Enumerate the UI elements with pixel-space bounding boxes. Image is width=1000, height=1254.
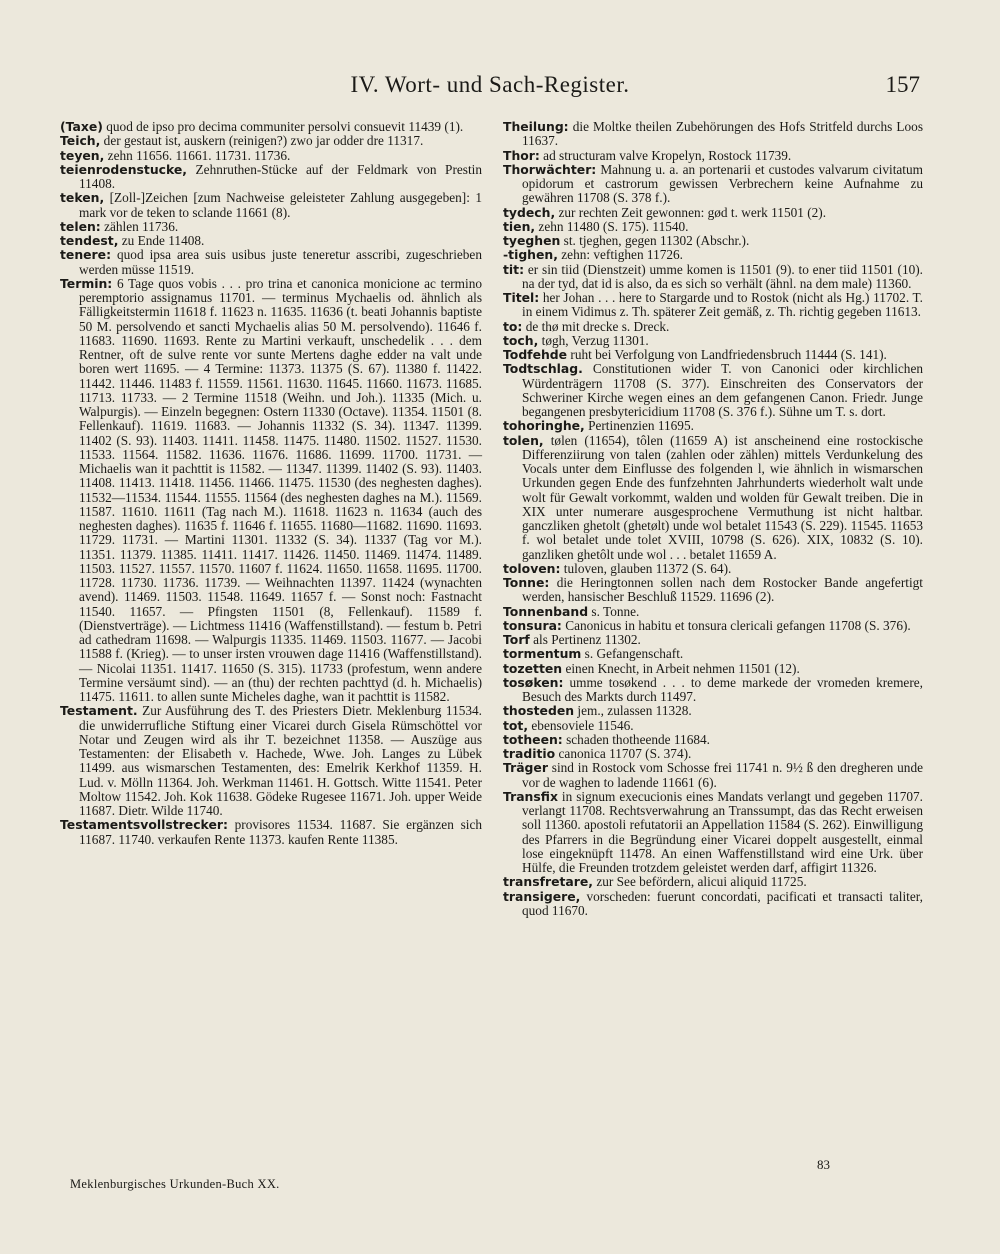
- headword: tozetten: [503, 660, 563, 676]
- entry-text: tøgh, Verzug 11301.: [538, 332, 649, 348]
- index-entry: [503, 761, 923, 790]
- entry-text: zur See befördern, alicui aliquid 11725.: [593, 874, 807, 890]
- index-entry: [503, 434, 923, 562]
- index-entry: [503, 220, 923, 234]
- headword: Träger: [503, 760, 548, 776]
- headword: tyeghen: [503, 233, 561, 248]
- index-entry: [503, 605, 923, 619]
- headword: totheen:: [503, 731, 563, 747]
- index-entry: [60, 234, 482, 248]
- headword: tydech,: [503, 204, 556, 220]
- index-entry: [503, 875, 923, 889]
- entry-text: tuloven, glauben 11372 (S. 64).: [560, 560, 732, 576]
- entry-text: ad structuram valve Kropelyn, Rostock 11739.: [539, 147, 792, 163]
- index-entry: [503, 719, 923, 733]
- entry-text: zehn 11656. 11661. 11731. 11736.: [104, 147, 291, 163]
- entry-text: her Johan . . . here to Stargarde und to Rostok (nicht als Hg.) 11702. T. in einem Vidimus z. Th. späterer Zeit gemäß, z. Th. richtig gegeben 11613.: [522, 290, 923, 320]
- entry-text: sind in Rostock vom Schosse frei 11741 n. 9½ ß den dregheren unde vor de waghen to ladende 11661 (6).: [522, 760, 923, 790]
- entry-text: canonica 11707 (S. 374).: [555, 746, 692, 761]
- headword: Tonnenband: [503, 603, 589, 619]
- index-entry: [503, 790, 923, 876]
- right-column: [503, 120, 923, 918]
- entry-text: st. tjeghen, gegen 11302 (Abschr.).: [560, 233, 750, 248]
- headword: Testamentsvollstrecker:: [60, 817, 228, 833]
- index-entry: [503, 149, 923, 163]
- headword: Todfehde: [503, 347, 568, 362]
- entry-text: zehn: veftighen 11726.: [557, 247, 683, 263]
- entry-text: zählen 11736.: [100, 218, 179, 234]
- entry-text: s. Gefangenschaft.: [581, 646, 684, 662]
- entry-text: Mahnung u. a. an portenarii et custodes valvarum civitatum opidorum et castrorum gewissen Verbrechern keine Aufnahme zu gewähren 11708 (S. 378 f.).: [522, 161, 923, 206]
- headword: Testament.: [60, 703, 138, 719]
- entry-text: die Moltke theilen Zubehörungen des Hofs Stritfeld durchs Loos 11637.: [522, 119, 923, 149]
- index-entry: [503, 163, 923, 206]
- index-entry: [503, 704, 923, 718]
- index-entry: [60, 220, 482, 234]
- entry-text: die Heringtonnen sollen nach dem Rostocker Bande angefertigt werden, hansischer Beschluß 11529. 11696 (2).: [522, 575, 923, 605]
- section-title: IV. Wort- und Sach-Register.: [350, 72, 630, 97]
- index-entry: [503, 248, 923, 262]
- index-entry: [503, 562, 923, 576]
- headword: Torf: [503, 632, 530, 647]
- index-entry: [60, 191, 482, 220]
- entry-text: Zur Ausführung des T. des Priesters Dietr. Meklenburg 11534. die unwiderrufliche Stiftung einer Vicarei durch Gisela Rümschöttel vor Notar und Zeugen wird als ihr T. bezeichnet 11358. — Auszüge aus Testamenten: der Elisabeth v. Hachede, Wwe. Joh. Langes zu Lübek 11499. aus wismarschen Testamenten, des: Emelrik Kerkhof 11359. H. Lud. v. Mölln 11364. Joh. Werkman 11461. H. Gottsch. Witte 11541. Peter Moltow 11542. Joh. Kok 11638. Gödeke Rugesee 11671. Joh. upper Weide 11687. Dietr. Wilde 11740.: [79, 703, 482, 818]
- index-entry: [503, 647, 923, 661]
- index-entry: [503, 676, 923, 705]
- entry-text: provisores 11534. 11687. Sie ergänzen sich 11687. 11740. verkaufen Rente 11373. kaufen Rente 11385.: [79, 817, 482, 847]
- headword: teyen,: [60, 147, 105, 163]
- headword: toloven:: [503, 560, 561, 576]
- entry-text: einen Knecht, in Arbeit nehmen 11501 (12).: [562, 660, 800, 676]
- index-entry: [503, 619, 923, 633]
- index-entry: [503, 633, 923, 647]
- index-entry: [503, 419, 923, 433]
- entry-text: Pertinenzien 11695.: [584, 418, 694, 434]
- headword: Transfix: [503, 788, 558, 804]
- headword: Termin:: [60, 275, 113, 291]
- headword: -tighen,: [503, 247, 558, 263]
- headword: tendest,: [60, 233, 119, 248]
- headword: tenere:: [60, 247, 112, 263]
- index-entry: [503, 120, 923, 149]
- signature-mark: 83: [817, 1157, 830, 1172]
- headword: Thor:: [503, 147, 540, 163]
- left-column: [60, 120, 482, 847]
- headword: tolen,: [503, 432, 544, 448]
- index-entry: [503, 320, 923, 334]
- footer-book-title: Meklenburgisches Urkunden-Buch XX.: [70, 1177, 280, 1191]
- headword: telen:: [60, 218, 101, 234]
- entry-text: schaden thotheende 11684.: [562, 731, 710, 747]
- index-entry: [503, 334, 923, 348]
- headword: traditio: [503, 746, 556, 761]
- entry-text: 6 Tage quos vobis . . . pro trina et canonica monicione ac termino peremptorio assignamus 11701. — terminus Mychaelis od. ähnlich als Fälligkeitstermin 11618 f. 11623 n. 11635. 11636 (t. beati Johannis baptiste 50 M. persolvendo et sancti Mychaelis alias 50 M. persolvendo). 11646 f. 11683. 11690. 11693. Rente zu Martini verkauft, unschedelik . . . dem Rentner, oft de sulve rente vor sunte Mertens daghe edder na valt unde boren wert 11695. — 4 Termine: 11373. 11375 (S. 67). 11380 f. 11422. 11442. 11446. 11483 f. 11559. 11561. 11630. 11645. 11660. 11673. 11685. 11713. 11733. — 2 Termine 11518 (Weihn. und Joh.). 11335 (Mich. u. Walpurgis). — Einzeln begegnen: Ostern 11330 (Octave). 11354. 11501 (8. Fellenkauf). 11619. 11683. — Johannis 11332 (S. 34). 11347. 11399. 11402 (S. 93). 11403. 11411. 11458. 11475. 11480. 11502. 11527. 11530. 11533. 11564. 11582. 11636. 11676. 11686. 11699. 11700. 11731. — Michaelis wan it pachttit is 11582. — 11347. 11399. 11402 (S. 93). 11403. 11408. 11413. 11418. 11456. 11466. 11475. 11530 (des neghesten daghes). 11532—11534. 11544. 11555. 11564 (des neghesten daghes na M.). 11569. 11587. 11610. 11611 (Tag nach M.). 11618. 11623 n. 11634 (auch des neghesten daghes). 11635 f. 11646 f. 11655. 11680—11682. 11690. 11693. 11729. 11731. — Martini 11301. 11332 (S. 34). 11337 (Tag vor M.). 11351. 11379. 11385. 11411. 11417. 11426. 11450. 11469. 11474. 11489. 11503. 11527. 11557. 11570. 11607 f. 11624. 11650. 11658. 11695. 11700. 11728. 11730. 11736. 11739. — Weihnachten 11397. 11424 (wynachten avend). 11469. 11503. 11548. 11649. 11657 f. — Sonst noch: Fastnacht 11540. 11657. — Pfingsten 11501 (8, Fellenkauf). 11589 f. (Dienstverträge). — Lichtmess 11416 (Waffenstillstand). — festum b. Petri ad cathedram 11698. — Walpurgis 11335. 11469. 11503. 11677. — Jacobi 11588 f. (Krieg). — to unser irsten vrouwen dage 11416 (Waffenstillstand). — Nicolai 11351. 11417. 11650 (S. 315). 11733 (profestum, wenn andere Termine versäumt sind). — an (thu) der rechten pachttyd (d. h. Michaelis) 11475. 11611. to allen sunte Micheles daghe, wan it pachttit is 11582.: [79, 275, 482, 704]
- entry-text: umme tosøkend . . . to deme markede der vromeden kremere, Besuch des Markts durch 11497.: [522, 674, 923, 704]
- entry-text: vorscheden: fuerunt concordati, pacificati et transacti taliter, quod 11670.: [522, 888, 923, 918]
- headword: tit:: [503, 261, 525, 277]
- index-entry: [60, 704, 482, 818]
- entry-text: quod ipsa area suis usibus juste teneretur asscribi, zugeschrieben werden müsse 11519.: [79, 247, 482, 277]
- headword: tosøken:: [503, 674, 564, 690]
- entry-text: Zehnruthen-Stücke auf der Feldmark von Prestin 11408.: [79, 161, 482, 191]
- page-number: 157: [885, 72, 920, 97]
- headword: Theilung:: [503, 119, 569, 134]
- entry-text: in signum execucionis eines Mandats verlangt und gegeben 11707. verlangt 11708. Rechtsverwahrung an Transsumpt, das das Recht erweisen soll 11360. apostoli refutatorii an Appellation 11584 (S. 262). Einwilligung des Pfarrers in die Begründung einer Vicarei doppelt ausgestellt, einmal lose eingeknüpft 11478. An einen Waffenstillstand wird eine Urk. über Hülfe, die Freunden trotzdem geleistet werden darf, affigirt 11326.: [522, 788, 923, 875]
- entry-text: [Zoll-]Zeichen [zum Nachweise geleisteter Zahlung ausgegeben]: 1 mark vor de teken to sclande 11661 (8).: [79, 190, 482, 220]
- index-entry: [60, 818, 482, 847]
- index-entry: [60, 248, 482, 277]
- headword: teken,: [60, 190, 105, 206]
- index-entry: [503, 206, 923, 220]
- entry-text: zur rechten Zeit gewonnen: gød t. werk 11501 (2).: [555, 204, 827, 220]
- entry-text: er sin tiid (Dienstzeit) umme komen is 11501 (9). to ener tiid 11501 (10). na der tyd, dat id is also, da es sich so verhält (ähnl. na dem male) 11360.: [522, 261, 923, 291]
- index-entry: [60, 277, 482, 705]
- entry-text: tølen (11654), tôlen (11659 A) ist anscheinend eine rostockische Differenziirung von talen (zahlen oder zählen) mittels Verdunkelung des Vocals unter dem Einflusse des folgenden l, wie ähnlich in wismarschen Urkunden gegen Ende des funfzehnten Jahrhunderts wiederholt walt unde wolt für Gewalt vorkommt, walden und wolden für Gewalt treiben. Die in XIX unter numerare ausgesprochene Vermuthung ist nicht haltbar. ganczliken ghetolt (ghetølt) unde wol betalet 11543 (S. 229). 11545. 11653 f. wol betalet unde tolet XVIII, 10798 (S. 626). XIX, 10832 (S. 10). ganzliken ghetôlt unde wol . . . betalet 11659 A.: [522, 432, 923, 562]
- headword: transigere,: [503, 888, 581, 904]
- entry-text: jem., zulassen 11328.: [574, 703, 692, 719]
- entry-text: Canonicus in habitu et tonsura clericali gefangen 11708 (S. 376).: [561, 617, 911, 633]
- index-entry: [503, 362, 923, 419]
- index-entry: [503, 662, 923, 676]
- headword: Todtschlag.: [503, 361, 583, 377]
- entry-text: Constitutionen wider T. von Canonici oder kirchlichen Würdenträgern 11708 (S. 377). Einschreiten des Conservators der Schweriner Kirche wegen eines an dem gefangenen Canon. Friedr. Junge begangenen presbytericidium 11708 (S. 376 f.). Sühne um T. s. dort.: [522, 361, 923, 419]
- headword: Titel:: [503, 290, 540, 305]
- entry-text: quod de ipso pro decima communiter persolvi consuevit 11439 (1).: [102, 119, 464, 134]
- index-entry: [60, 134, 482, 148]
- index-entry: [503, 733, 923, 747]
- entry-text: ebensoviele 11546.: [528, 717, 634, 733]
- headword: tien,: [503, 218, 536, 234]
- headword: Tonne:: [503, 575, 550, 590]
- entry-text: ruht bei Verfolgung von Landfriedensbruch 11444 (S. 141).: [567, 347, 887, 362]
- entry-text: zehn 11480 (S. 175). 11540.: [535, 218, 689, 234]
- entry-text: s. Tonne.: [588, 603, 640, 619]
- headword: tonsura:: [503, 617, 562, 633]
- index-entry: [60, 163, 482, 192]
- headword: Thorwächter:: [503, 161, 597, 177]
- index-entry: [503, 890, 923, 919]
- headword: transfretare,: [503, 874, 594, 890]
- headword: tohoringhe,: [503, 418, 585, 434]
- index-entry: [503, 348, 923, 362]
- headword: to:: [503, 318, 523, 334]
- index-entry: [503, 234, 923, 248]
- index-entry: [503, 291, 923, 320]
- running-header: [60, 72, 920, 112]
- entry-text: de thø mit drecke s. Dreck.: [522, 318, 670, 334]
- headword: thosteden: [503, 703, 575, 719]
- index-entry: [503, 576, 923, 605]
- index-entry: [503, 263, 923, 292]
- headword: tot,: [503, 717, 529, 733]
- headword: teienrodenstucke,: [60, 161, 187, 177]
- headword: Teich,: [60, 133, 101, 149]
- index-entry: [503, 747, 923, 761]
- headword: toch,: [503, 332, 539, 348]
- entry-text: zu Ende 11408.: [118, 233, 205, 248]
- headword: (Taxe): [60, 119, 103, 134]
- entry-text: der gestaut ist, auskern (reinigen?) zwo jar odder dre 11317.: [100, 133, 424, 149]
- headword: tormentum: [503, 646, 582, 662]
- index-entry: [60, 120, 482, 134]
- entry-text: als Pertinenz 11302.: [529, 632, 641, 647]
- index-entry: [60, 149, 482, 163]
